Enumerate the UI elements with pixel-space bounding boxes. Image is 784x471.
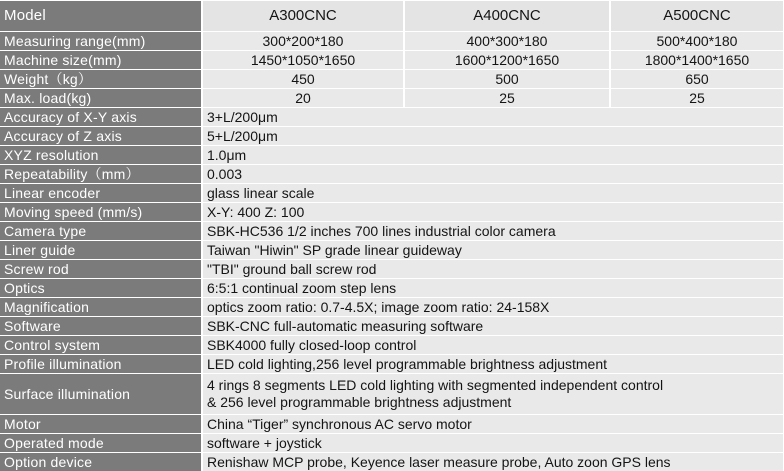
common-spec-row — [0, 434, 784, 453]
common-spec-row — [0, 165, 784, 184]
spec-value: Renishaw MCP probe, Keyence laser measure probe, Auto zoon GPS lens — [202, 453, 784, 471]
common-spec-row — [0, 222, 784, 241]
spec-label: Measuring range(mm) — [0, 32, 202, 51]
spec-value: 1.0μm — [202, 146, 784, 165]
surface-illumination-row — [0, 374, 784, 415]
spec-value: 3+L/200μm — [202, 108, 784, 127]
common-spec-row — [0, 184, 784, 203]
spec-label: Magnification — [0, 298, 202, 317]
spec-label: Operated mode — [0, 434, 202, 453]
spec-label: Accuracy of Z axis — [0, 127, 202, 146]
header-label: Model — [0, 1, 202, 32]
spec-label: Motor — [0, 415, 202, 434]
common-spec-row — [0, 241, 784, 260]
common-spec-row — [0, 336, 784, 355]
common-spec-row — [0, 279, 784, 298]
spec-value: 400*300*180 — [404, 32, 610, 51]
model-a300-header: A300CNC — [202, 1, 404, 32]
common-spec-row — [0, 146, 784, 165]
spec-value: 500 — [404, 70, 610, 89]
model-spec-row — [0, 51, 784, 70]
common-spec-row — [0, 127, 784, 146]
spec-label: Accuracy of X-Y axis — [0, 108, 202, 127]
spec-value: SBK-HC536 1/2 inches 700 lines industrial color camera — [202, 222, 784, 241]
spec-value: 25 — [404, 89, 610, 108]
spec-label: Machine size(mm) — [0, 51, 202, 70]
spec-value: 300*200*180 — [202, 32, 404, 51]
spec-label: XYZ resolution — [0, 146, 202, 165]
spec-label: Linear encoder — [0, 184, 202, 203]
spec-value: Taiwan "Hiwin" SP grade linear guideway — [202, 241, 784, 260]
spec-value-line: 4 rings 8 segments LED cold lighting with segmented independent control — [207, 377, 783, 394]
common-spec-row — [0, 317, 784, 336]
common-spec-row — [0, 298, 784, 317]
common-spec-row — [0, 260, 784, 279]
common-spec-row — [0, 108, 784, 127]
common-spec-row — [0, 355, 784, 374]
common-spec-row — [0, 415, 784, 434]
spec-value: China “Tiger” synchronous AC servo motor — [202, 415, 784, 434]
spec-value-line: & 256 level programmable brightness adjustment — [207, 394, 783, 411]
spec-value: 20 — [202, 89, 404, 108]
spec-value: X-Y: 400 Z: 100 — [202, 203, 784, 222]
spec-label: Repeatability（mm） — [0, 165, 202, 184]
spec-label: Weight（kg） — [0, 70, 202, 89]
model-a500-header: A500CNC — [610, 1, 784, 32]
spec-label: Liner guide — [0, 241, 202, 260]
spec-value: 0.003 — [202, 165, 784, 184]
spec-value: 5+L/200μm — [202, 127, 784, 146]
spec-label: Software — [0, 317, 202, 336]
spec-value: 450 — [202, 70, 404, 89]
spec-value: optics zoom ratio: 0.7-4.5X; image zoom ratio: 24-158X — [202, 298, 784, 317]
spec-value: 650 — [610, 70, 784, 89]
spec-value: software + joystick — [202, 434, 784, 453]
model-spec-row — [0, 89, 784, 108]
spec-value: 500*400*180 — [610, 32, 784, 51]
spec-value: SBK4000 fully closed-loop control — [202, 336, 784, 355]
spec-value: SBK-CNC full-automatic measuring software — [202, 317, 784, 336]
spec-label: Surface illumination — [0, 374, 202, 415]
spec-label: Max. load(kg) — [0, 89, 202, 108]
spec-value: 1600*1200*1650 — [404, 51, 610, 70]
spec-value: 1800*1400*1650 — [610, 51, 784, 70]
spec-value: LED cold lighting,256 level programmable brightness adjustment — [202, 355, 784, 374]
model-a400-header: A400CNC — [404, 1, 610, 32]
model-spec-row — [0, 32, 784, 51]
spec-value: 25 — [610, 89, 784, 108]
spec-label: Optics — [0, 279, 202, 298]
spec-value: 6:5:1 continual zoom step lens — [202, 279, 784, 298]
header-row — [0, 1, 784, 32]
spec-label: Screw rod — [0, 260, 202, 279]
spec-value: 1450*1050*1650 — [202, 51, 404, 70]
specifications-body — [0, 1, 784, 471]
common-spec-row — [0, 203, 784, 222]
spec-value: glass linear scale — [202, 184, 784, 203]
spec-label: Option device — [0, 453, 202, 471]
model-spec-row — [0, 70, 784, 89]
spec-label: Profile illumination — [0, 355, 202, 374]
spec-value: "TBI" ground ball screw rod — [202, 260, 784, 279]
spec-label: Camera type — [0, 222, 202, 241]
common-spec-row — [0, 453, 784, 471]
spec-label: Moving speed (mm/s) — [0, 203, 202, 222]
spec-label: Control system — [0, 336, 202, 355]
spec-value — [202, 374, 784, 415]
